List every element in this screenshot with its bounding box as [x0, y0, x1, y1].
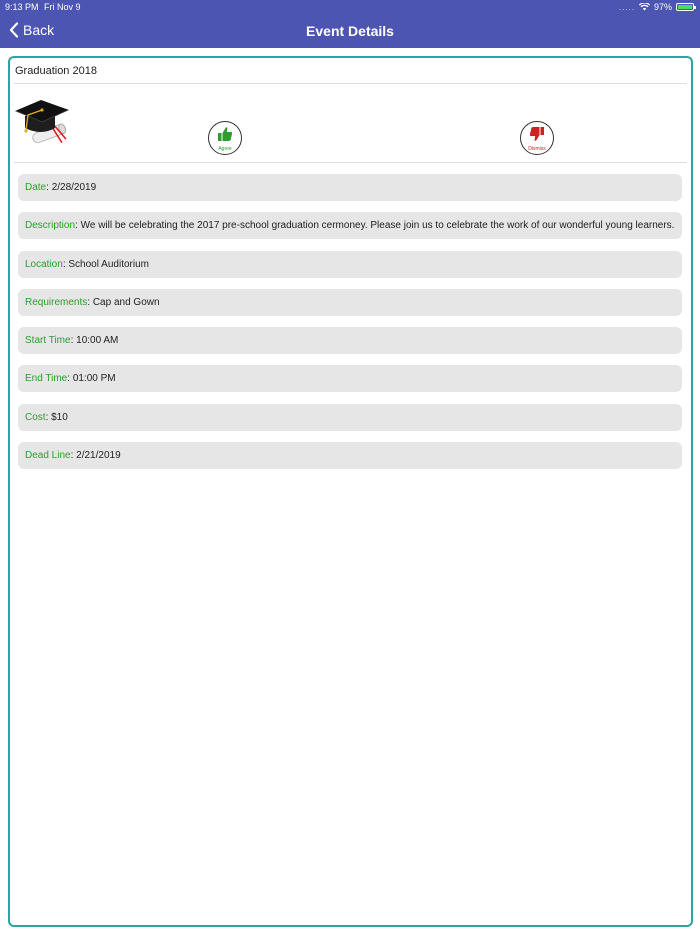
detail-label: End Time [25, 373, 68, 384]
status-right [619, 2, 694, 12]
detail-label: Description [25, 220, 76, 231]
detail-value: 2/28/2019 [51, 182, 97, 193]
status-bar [0, 0, 700, 14]
detail-label: Cost [25, 412, 46, 423]
detail-value: 10:00 AM [76, 335, 119, 346]
page-title: Event Details [306, 23, 394, 39]
thumbs-down-icon [529, 126, 545, 142]
detail-description: Description: We will be celebrating the 2017 pre-school graduation cermoney. Please join us to celebrate the work of our wonderful young learners. [18, 212, 682, 239]
agree-button[interactable] [208, 121, 242, 155]
signal-icon: ..... [618, 2, 635, 12]
detail-value: 01:00 PM [72, 373, 116, 384]
graduation-cap-icon [15, 98, 70, 158]
actions-divider [14, 162, 687, 163]
dismiss-button[interactable] [520, 121, 554, 155]
detail-end-time: End Time: 01:00 PM [18, 365, 682, 392]
detail-label: Location [25, 259, 63, 270]
navigation-bar [0, 0, 700, 48]
status-date: Fri Nov 9 [44, 2, 81, 12]
detail-requirements: Requirements: Cap and Gown [18, 289, 682, 316]
battery-percent: 97% [653, 2, 672, 12]
wifi-icon [639, 3, 650, 11]
agree-label: Agree [218, 146, 232, 152]
detail-start-time: Start Time: 10:00 AM [18, 327, 682, 354]
back-button-label: Back [23, 22, 55, 38]
detail-cost: Cost: $10 [18, 404, 682, 431]
detail-value: 2/21/2019 [76, 450, 121, 461]
status-time: 9:13 PM [5, 2, 39, 12]
detail-label: Start Time [25, 335, 71, 346]
detail-dead-line: Dead Line: 2/21/2019 [18, 442, 682, 469]
battery-icon [676, 3, 694, 11]
thumbs-up-icon [217, 126, 233, 142]
detail-date: Date: 2/28/2019 [18, 174, 682, 201]
dismiss-label: Dismiss [528, 146, 546, 152]
title-divider [14, 83, 687, 84]
detail-location: Location: School Auditorium [18, 251, 682, 278]
detail-label: Date [25, 182, 47, 193]
detail-value: We will be celebrating the 2017 pre-school graduation cermoney. Please join us to celebrate the work of our wonderful young learners. [80, 220, 675, 231]
detail-value: Cap and Gown [92, 297, 160, 308]
event-card [8, 56, 693, 927]
event-title: Graduation 2018 [15, 65, 97, 77]
detail-value: School Auditorium [68, 259, 149, 270]
detail-label: Requirements [25, 297, 88, 308]
detail-label: Dead Line [25, 450, 71, 461]
detail-value: $10 [51, 412, 68, 423]
